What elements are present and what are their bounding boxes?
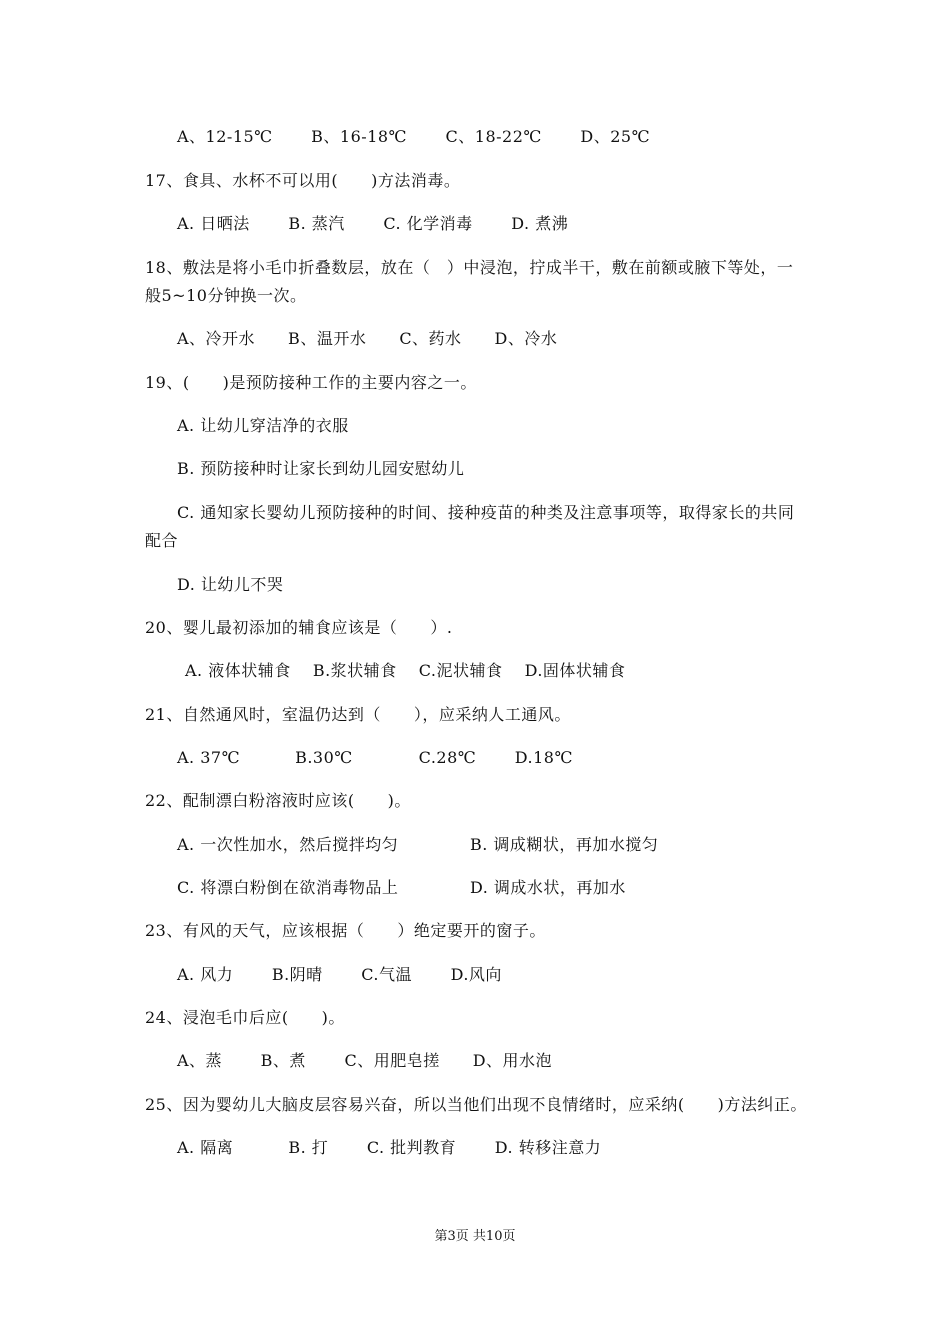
q24-question: 24、浸泡毛巾后应( )。 xyxy=(145,1008,345,1027)
q22-option-a: A. 一次性加水，然后搅拌均匀 xyxy=(177,835,399,854)
q20-question: 20、婴儿最初添加的辅食应该是（ ）. xyxy=(145,618,453,637)
q22-option-b: B. 调成糊状，再加水搅匀 xyxy=(470,835,659,854)
q18-options: A、冷开水 B、温开水 C、药水 D、冷水 xyxy=(177,329,558,348)
q19-option-a: A. 让幼儿穿洁净的衣服 xyxy=(177,416,349,435)
q25-question: 25、因为婴幼儿大脑皮层容易兴奋，所以当他们出现不良情绪时，应采纳( )方法纠正。 xyxy=(145,1095,807,1114)
q18-question-cont: 般5~10分钟换一次。 xyxy=(145,286,307,305)
q19-option-c: C. 通知家长婴幼儿预防接种的时间、接种疫苗的种类及注意事项等，取得家长的共同 xyxy=(177,503,795,522)
q21-question: 21、自然通风时，室温仍达到（ ），应采纳人工通风。 xyxy=(145,705,571,724)
q19-option-d: D. 让幼儿不哭 xyxy=(177,575,284,594)
q24-options: A、蒸 B、煮 C、用肥皂搓 D、用水泡 xyxy=(177,1051,553,1070)
q25-options: A. 隔离 B. 打 C. 批判教育 D. 转移注意力 xyxy=(177,1138,602,1157)
q19-question: 19、( )是预防接种工作的主要内容之一。 xyxy=(145,373,477,392)
q19-option-b: B. 预防接种时让家长到幼儿园安慰幼儿 xyxy=(177,459,465,478)
q18-question: 18、敷法是将小毛巾折叠数层，放在（ ）中浸泡，拧成半干，敷在前额或腋下等处，一 xyxy=(145,258,794,277)
q22-option-d: D. 调成水状，再加水 xyxy=(470,878,626,897)
q17-question: 17、食具、水杯不可以用( )方法消毒。 xyxy=(145,171,461,190)
q20-options: A. 液体状辅食 B.浆状辅食 C.泥状辅食 D.固体状辅食 xyxy=(185,661,626,680)
page-footer: 第3页 共10页 xyxy=(434,1229,516,1244)
q22-question: 22、配制漂白粉溶液时应该( )。 xyxy=(145,791,411,810)
q19-option-c-cont: 配合 xyxy=(145,531,179,550)
q17-options: A. 日晒法 B. 蒸汽 C. 化学消毒 D. 煮沸 xyxy=(177,214,569,233)
q16-options: A、12-15℃ B、16-18℃ C、18-22℃ D、25℃ xyxy=(177,127,650,146)
q23-question: 23、有风的天气，应该根据（ ）绝定要开的窗子。 xyxy=(145,921,546,940)
q23-options: A. 风力 B.阴晴 C.气温 D.风向 xyxy=(177,965,502,984)
q21-options: A. 37℃ B.30℃ C.28℃ D.18℃ xyxy=(177,748,573,767)
q22-option-c: C. 将漂白粉倒在欲消毒物品上 xyxy=(177,878,399,897)
